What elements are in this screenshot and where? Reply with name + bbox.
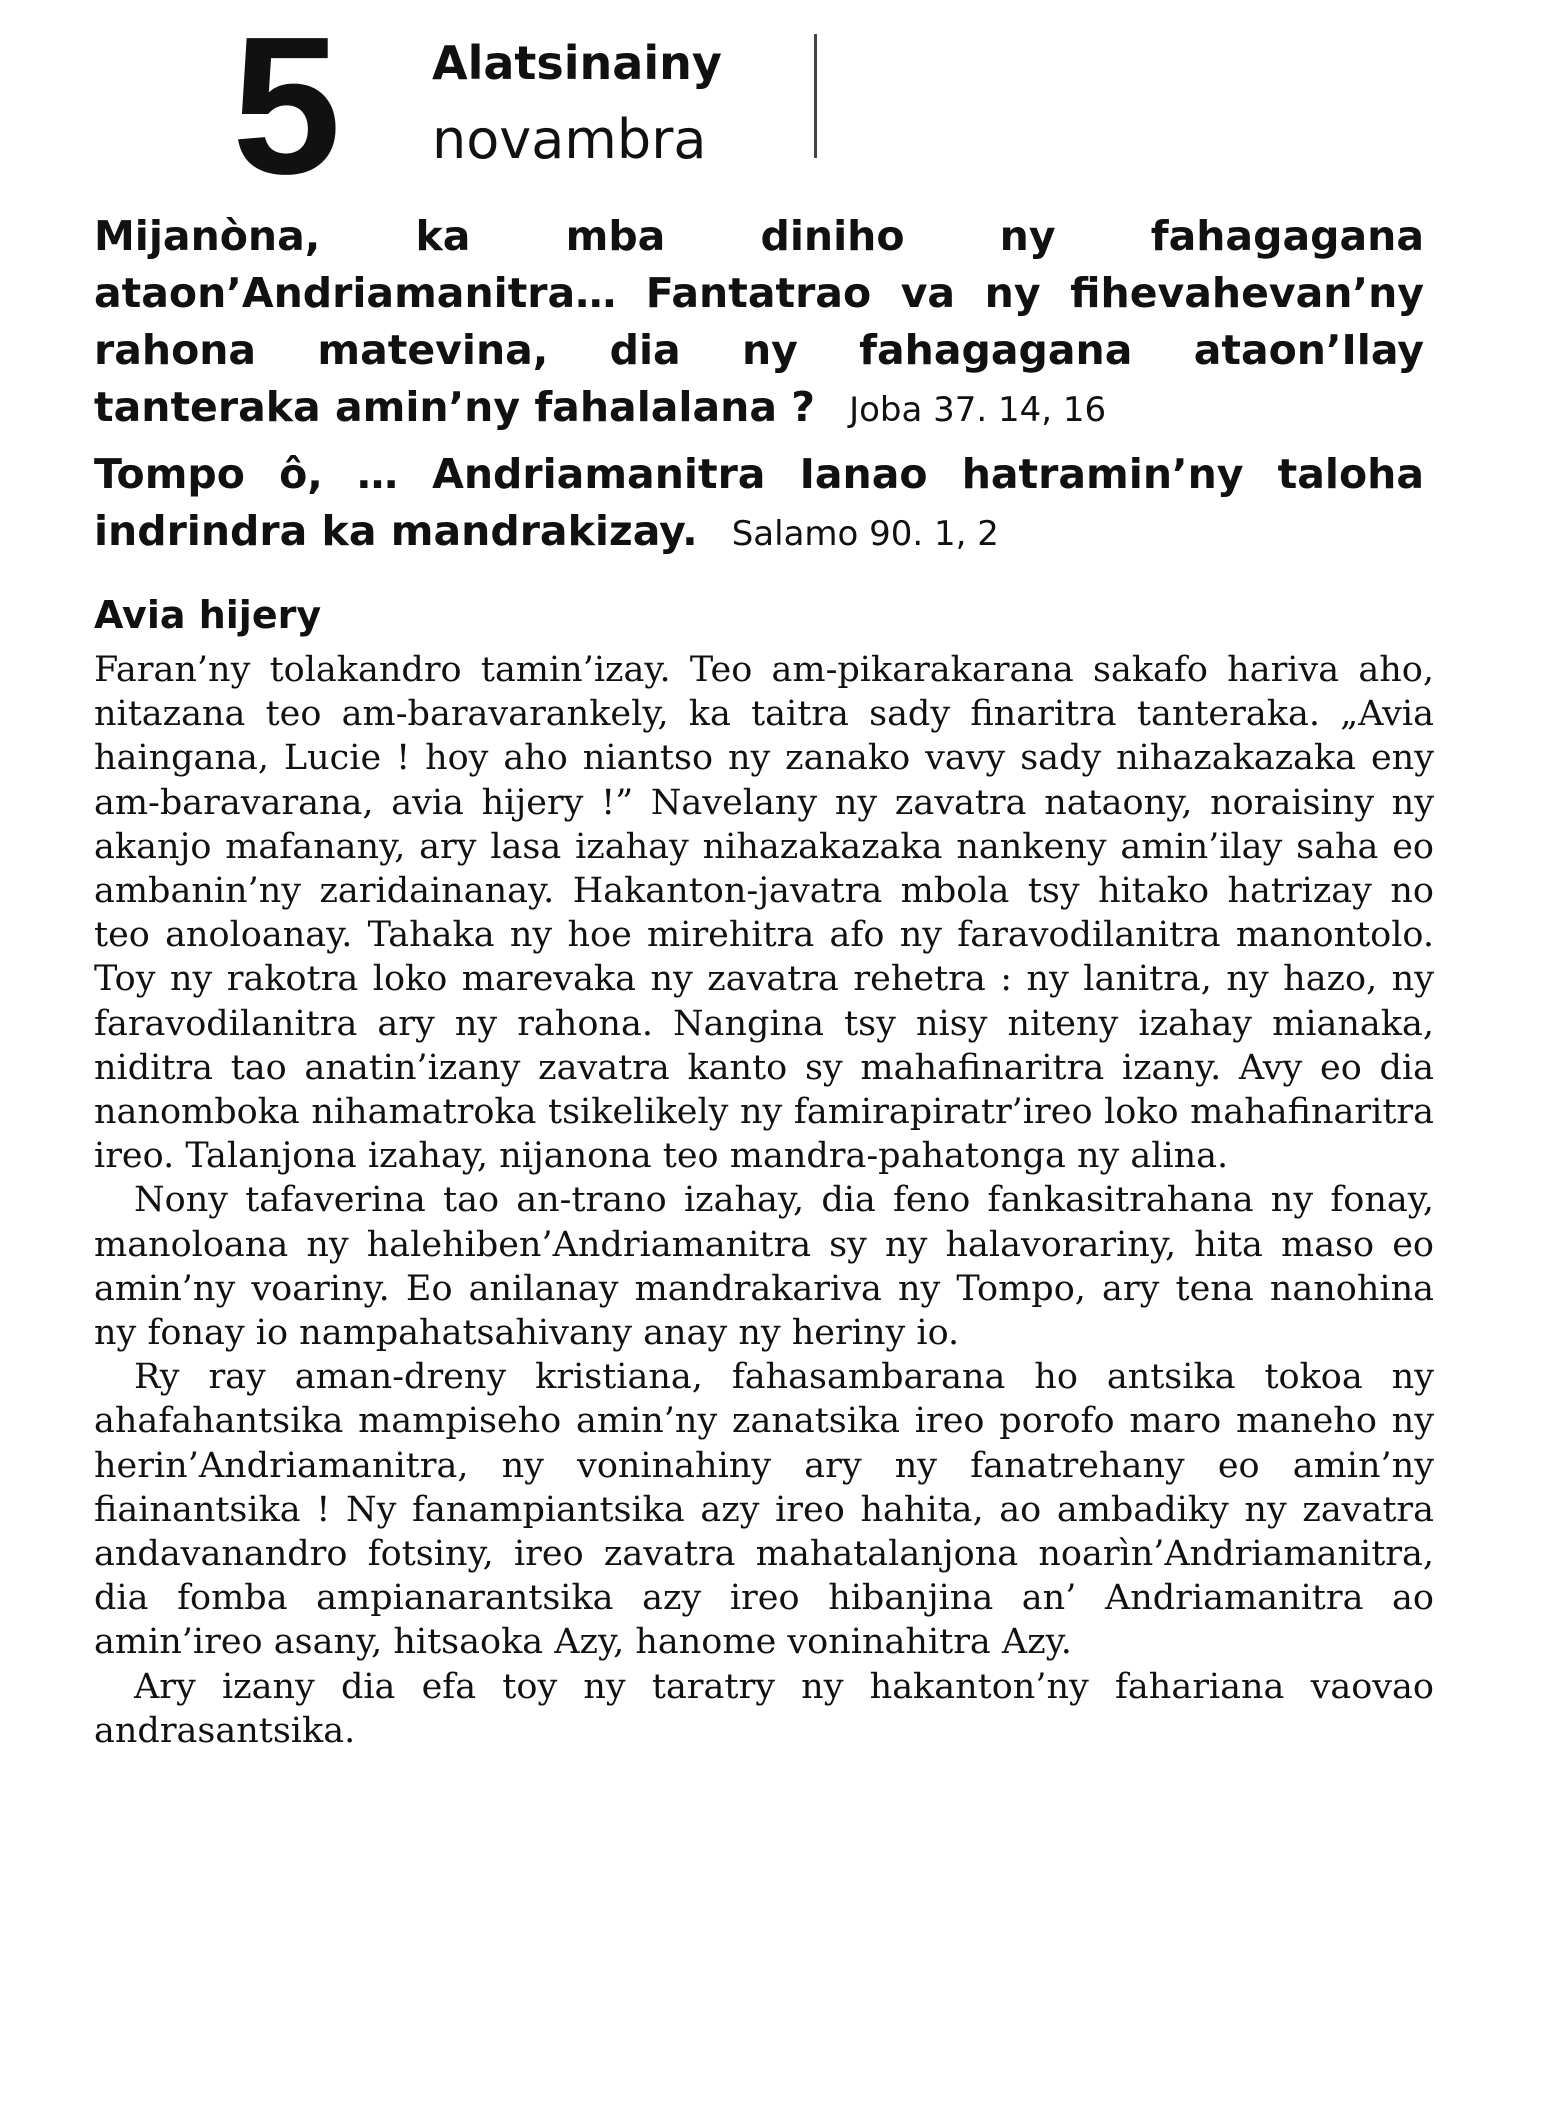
paragraph: Faran’ny tolakandro tamin’izay. Teo am-pikarakarana sakafo hariva aho, nitazana teo am-baravarankely, ka taitra sady finaritra tanteraka. „Avia haingana, Lucie ! hoy aho niantso ny zanako vavy sady nihazakazaka eny am-baravarana, avia hijery !” Navelany ny zavatra nataony, noraisiny ny akanjo mafanany, ary lasa izahay nihazakazaka nankeny amin’ilay saha eo ambanin’ny zaridainanay. Hakanton-javatra mbola tsy hitako hatrizay no teo anoloanay. Tahaka ny hoe mirehitra afo ny faravodilanitra manontolo. Toy ny rakotra loko marevaka ny zavatra rehetra : ny lanitra, ny hazo, ny faravodilanitra ary ny rahona. Nangina tsy nisy niteny izahay mianaka, niditra tao anatin’izany zavatra kanto sy mahafinaritra izany. Avy eo dia nanomboka nihamatroka tsikelikely ny famirapiratr’ireo loko mahafinaritra ireo. Talanjona izahay, nijanona teo mandra-pahatonga ny alina. — [94, 650, 1434, 1177]
month-label: novambra — [432, 108, 707, 171]
verse-text: Tompo ô, … Andriamanitra Ianao hatramin’ny taloha indrindra ka mandrakizay. — [94, 450, 1424, 555]
verse-text: Mijanòna, ka mba diniho ny fahagagana ataon’Andriamanitra… Fantatrao va ny fihevahevan’ny rahona matevina, dia ny fahagagana ataon’Ilay tanteraka amin’ny fahalalana ? — [94, 212, 1424, 431]
paragraph: Nony tafaverina tao an-trano izahay, dia feno fankasitrahana ny fonay, manoloana ny halehiben’Andriamanitra sy ny halavorariny, hita maso eo amin’ny voariny. Eo anilanay mandrakariva ny Tompo, ary tena nanohina ny fonay io nampahatsahivany anay ny heriny io. — [94, 1180, 1434, 1354]
body-text — [94, 648, 1434, 1753]
verse-reference: Joba 37. 14, 16 — [849, 390, 1107, 430]
verse-block-2 — [94, 446, 1424, 563]
paragraph: Ry ray aman-dreny kristiana, fahasambarana ho antsika tokoa ny ahafahantsika mampiseho amin’ny zanatsika ireo porofo maro maneho ny herin’Andriamanitra, ny voninahiny ary ny fanatrehany eo amin’ny fiainantsika ! Ny fanampiantsika azy ireo hahita, ao ambadiky ny zavatra andavanandro fotsiny, ireo zavatra mahatalanjona noarìn’Andriamanitra, dia fomba ampianarantsika azy ireo hibanjina an’ Andriamanitra ao amin’ireo asany, hitsaoka Azy, hanome voninahitra Azy. — [94, 1357, 1434, 1663]
verse-block-1 — [94, 208, 1424, 439]
paragraph: Ary izany dia efa toy ny taratry ny hakanton’ny fahariana vaovao andrasantsika. — [94, 1666, 1434, 1751]
verse-reference: Salamo 90. 1, 2 — [731, 514, 999, 554]
header-divider — [814, 34, 817, 158]
day-number: 5 — [232, 0, 338, 215]
section-title: Avia hijery — [94, 593, 322, 637]
weekday-label: Alatsinainy — [432, 36, 722, 90]
